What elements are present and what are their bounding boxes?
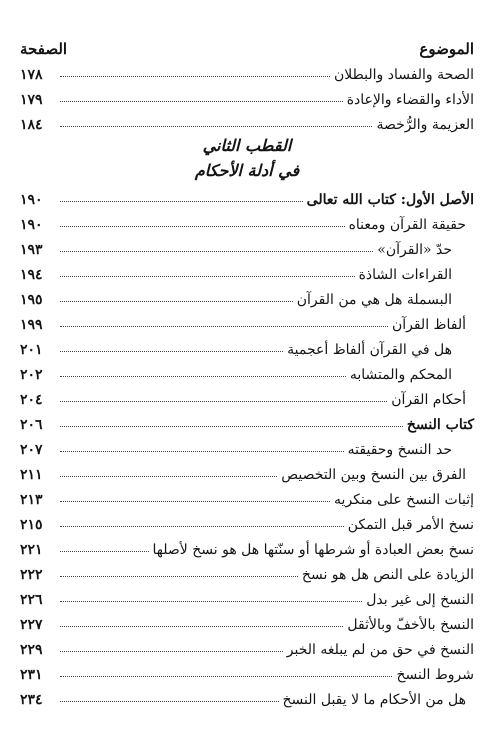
entry-title: حد النسخ وحقيقته: [347, 442, 452, 458]
toc-entry: [20, 308, 474, 333]
dot-leader: [60, 301, 293, 302]
entry-title: هل من الأحكام ما لا يقبل النسخ: [282, 692, 466, 708]
toc-entry: [20, 608, 474, 633]
toc-entry: [20, 183, 474, 208]
toc-entry: [20, 633, 474, 658]
toc-header: [20, 30, 474, 58]
page-number: ٢١٣: [20, 492, 43, 508]
dot-leader: [60, 76, 330, 77]
entry-title: الأداء والقضاء والإعادة: [346, 92, 474, 108]
entry-title: النسخ في حق من لم يبلغه الخبر: [286, 642, 474, 658]
page-number: ٢٠١: [20, 342, 43, 358]
toc-body: [20, 58, 474, 708]
toc-entry: [20, 683, 474, 708]
entry-title: هل في القرآن ألفاظ أعجمية: [287, 342, 452, 358]
dot-leader: [60, 501, 330, 502]
dot-leader: [60, 451, 344, 452]
page-number: ٢٣٤: [20, 692, 43, 708]
entry-title: الأصل الأول: كتاب الله تعالى: [306, 192, 474, 208]
dot-leader: [60, 651, 283, 652]
section-heading: القطب الثاني: [202, 136, 292, 155]
toc-entry: [20, 258, 474, 283]
page-number: ٢٠٢: [20, 367, 43, 383]
page-number: ٢١٥: [20, 517, 43, 533]
page-number: ٢١١: [20, 467, 43, 483]
dot-leader: [60, 101, 343, 102]
page-number: ١٧٨: [20, 67, 43, 83]
dot-leader: [60, 476, 277, 477]
page-number: ١٧٩: [20, 92, 43, 108]
toc-entry: [20, 408, 474, 433]
toc-entry: [20, 658, 474, 683]
page-number: ٢٢٦: [20, 592, 43, 608]
toc-entry: [20, 433, 474, 458]
dot-leader: [60, 351, 283, 352]
toc-entry: [20, 508, 474, 533]
dot-leader: [60, 126, 372, 127]
entry-title: أحكام القرآن: [391, 392, 466, 408]
page-number: ١٩٠: [20, 217, 43, 233]
entry-title: المحكم والمتشابه: [349, 367, 452, 383]
dot-leader: [60, 276, 355, 277]
dot-leader: [60, 226, 345, 227]
entry-title: العزيمة والرُّخصة: [376, 117, 474, 133]
entry-title: حقيقة القرآن ومعناه: [348, 217, 466, 233]
toc-entry: [20, 208, 474, 233]
dot-leader: [60, 251, 373, 252]
page-number: ١٨٤: [20, 117, 43, 133]
toc-entry: [20, 58, 474, 83]
section-subheading: في أدلة الأحكام: [194, 161, 300, 180]
table-of-contents: [20, 30, 474, 708]
page-number: ٢٠٧: [20, 442, 43, 458]
dot-leader: [60, 326, 388, 327]
entry-title: ألفاظ القرآن: [391, 317, 466, 333]
entry-title: نسخ الأمر قبل التمكن: [347, 517, 474, 533]
toc-entry: [20, 483, 474, 508]
page-number: ٢٢٩: [20, 642, 43, 658]
toc-entry: [20, 233, 474, 258]
page-number: ٢٢٢: [20, 567, 43, 583]
page-number: ٢٠٦: [20, 417, 43, 433]
page-number: ١٩٤: [20, 267, 43, 283]
entry-title: الفرق بين النسخ وبين التخصيص: [281, 467, 466, 483]
toc-entry: [20, 283, 474, 308]
dot-leader: [60, 551, 149, 552]
entry-title: الزيادة على النص هل هو نسخ: [301, 567, 474, 583]
page-number: ٢٣١: [20, 667, 43, 683]
dot-leader: [60, 576, 298, 577]
page-number: ٢٢١: [20, 542, 43, 558]
dot-leader: [60, 701, 279, 702]
page-number: ٢٠٤: [20, 392, 43, 408]
page-column-title: الصفحة: [20, 40, 68, 58]
entry-title: حدّ «القرآن»: [377, 242, 452, 258]
toc-entry: [20, 333, 474, 358]
dot-leader: [60, 676, 392, 677]
entry-title: إثبات النسخ على منكريه: [334, 492, 474, 508]
toc-entry: [20, 358, 474, 383]
entry-title: البسملة هل هي من القرآن: [296, 292, 452, 308]
page-number: ١٩٩: [20, 317, 43, 333]
dot-leader: [60, 376, 346, 377]
page-number: ١٩٣: [20, 242, 43, 258]
entry-title: كتاب النسخ: [406, 417, 474, 433]
dot-leader: [60, 426, 403, 427]
page-number: ١٩٥: [20, 292, 43, 308]
entry-title: نسخ بعض العبادة أو شرطها أو سنّتها هل هو نسخ لأصلها: [152, 542, 474, 558]
entry-title: شروط النسخ: [396, 667, 474, 683]
toc-entry: [20, 458, 474, 483]
entry-title: الصحة والفساد والبطلان: [334, 67, 474, 83]
dot-leader: [60, 201, 303, 202]
toc-entry: [20, 108, 474, 133]
dot-leader: [60, 626, 343, 627]
toc-entry: [20, 383, 474, 408]
toc-entry: [20, 558, 474, 583]
entry-title: النسخ إلى غير بدل: [366, 592, 474, 608]
toc-entry: [20, 533, 474, 558]
dot-leader: [60, 601, 362, 602]
dot-leader: [60, 401, 387, 402]
entry-title: النسخ بالأخفّ وبالأثقل: [347, 617, 474, 633]
page-number: ٢٢٧: [20, 617, 43, 633]
page-number: ١٩٠: [20, 192, 43, 208]
entry-title: القراءات الشاذة: [358, 267, 452, 283]
toc-entry: [20, 583, 474, 608]
dot-leader: [60, 526, 344, 527]
toc-entry: [20, 83, 474, 108]
topic-column-title: الموضوع: [419, 40, 474, 58]
